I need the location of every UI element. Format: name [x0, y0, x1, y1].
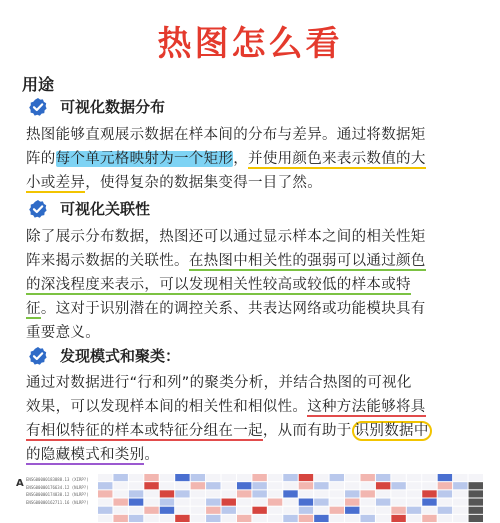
- heatmap-cell: [113, 490, 127, 497]
- heatmap-cell: [391, 499, 405, 506]
- heatmap-cell: [469, 482, 483, 489]
- heatmap-cell: [268, 507, 282, 514]
- heatmap-cell: [438, 474, 452, 481]
- heatmap-cell: [422, 474, 436, 481]
- section-body-distribution: [26, 123, 478, 195]
- underlined-phrase: 的深浅程度来表示，可以发现相关性较高或较低的样本或特: [26, 277, 411, 293]
- heatmap-cell: [268, 499, 282, 506]
- heatmap-cell: [144, 490, 158, 497]
- heatmap-cell: [252, 515, 266, 522]
- heatmap-cell: [345, 482, 359, 489]
- heatmap-cell: [330, 515, 344, 522]
- heatmap-cell: [144, 482, 158, 489]
- heatmap-cell: [345, 507, 359, 514]
- heatmap-cell: [160, 515, 174, 522]
- heatmap-row-labels: [26, 476, 89, 506]
- heatmap-cell: [360, 490, 374, 497]
- heatmap-cell: [283, 474, 297, 481]
- heatmap-cell: [160, 474, 174, 481]
- heatmap-cell: [360, 507, 374, 514]
- heatmap-cell: [191, 490, 205, 497]
- heatmap-cell: [252, 490, 266, 497]
- heatmap-cell: [314, 507, 328, 514]
- heatmap-cell: [237, 515, 251, 522]
- heatmap-cell: [299, 490, 313, 497]
- text-line: 通过对数据进行“行和列”的聚类分析，并结合热图的可视化: [26, 375, 412, 391]
- text-line: 征。这对于识别潜在的调控关系、共表达网络或功能模块具有: [26, 301, 426, 317]
- underlined-phrase: 在热图中相关性的强弱可以通过颜色: [188, 253, 426, 269]
- check-badge-icon: [28, 346, 48, 366]
- heatmap-cell: [113, 499, 127, 506]
- heatmap-cell: [438, 490, 452, 497]
- underlined-phrase: 征: [26, 301, 41, 317]
- heatmap-cell: [98, 499, 112, 506]
- heatmap-cell: [175, 515, 189, 522]
- highlighted-phrase: 每个单元格映射为一个矩形: [55, 151, 234, 167]
- text-line: 阵来揭示数据的关联性。在热图中相关性的强弱可以通过颜色: [26, 253, 426, 269]
- text-line: 除了展示分布数据，热图还可以通过显示样本之间的相关性矩: [26, 229, 426, 245]
- heatmap-cell: [283, 490, 297, 497]
- heatmap-cell: [98, 507, 112, 514]
- heatmap-cell: [175, 507, 189, 514]
- heatmap-cell: [360, 499, 374, 506]
- heatmap-cell: [314, 474, 328, 481]
- heatmap-cell: [113, 474, 127, 481]
- heatmap-cell: [206, 499, 220, 506]
- section-heading-text: 可视化数据分布: [60, 98, 166, 116]
- heatmap-cell: [129, 490, 143, 497]
- heatmap-cell: [191, 515, 205, 522]
- heatmap-cell: [191, 499, 205, 506]
- text-line: 效果，可以发现样本间的相关性和相似性。这种方法能够将具: [26, 399, 426, 415]
- heatmap-cell: [299, 499, 313, 506]
- check-badge-icon: [28, 97, 48, 117]
- heatmap-cell: [391, 474, 405, 481]
- heatmap-cell: [314, 482, 328, 489]
- heatmap-cell: [438, 482, 452, 489]
- heatmap-cell: [391, 507, 405, 514]
- heatmap-cell: [391, 515, 405, 522]
- heatmap-cell: [299, 482, 313, 489]
- heatmap-cell: [113, 507, 127, 514]
- heatmap-cell: [407, 515, 421, 522]
- heatmap-cell: [422, 499, 436, 506]
- heatmap-cell: [438, 499, 452, 506]
- heatmap-cell: [237, 474, 251, 481]
- heatmap-cell: [268, 515, 282, 522]
- section-heading-text: 发现模式和聚类：: [60, 347, 181, 365]
- check-badge-icon: [28, 199, 48, 219]
- heatmap-preview: [12, 470, 490, 523]
- heatmap-cell: [422, 507, 436, 514]
- underlined-phrase: 有相似特征的样本或特征分组在一起: [26, 423, 263, 439]
- text-line: 小或差异，使得复杂的数据集变得一目了然。: [26, 175, 323, 191]
- heatmap-cell: [330, 482, 344, 489]
- heatmap-cell: [376, 515, 390, 522]
- heatmap-cell: [407, 499, 421, 506]
- heatmap-cell: [160, 490, 174, 497]
- heatmap-cell: [129, 474, 143, 481]
- heatmap-cell: [113, 515, 127, 522]
- heatmap-cell: [453, 499, 467, 506]
- heatmap-cell: [191, 474, 205, 481]
- section-body-patterns: [26, 371, 478, 467]
- heatmap-cell: [160, 482, 174, 489]
- heatmap-cell: [453, 490, 467, 497]
- heatmap-cell: [376, 507, 390, 514]
- heatmap-cell: [376, 482, 390, 489]
- heatmap-cell: [129, 499, 143, 506]
- heatmap-cell: [222, 474, 236, 481]
- heatmap-cell: [206, 482, 220, 489]
- heatmap-cell: [283, 515, 297, 522]
- underlined-phrase: 小或差异: [26, 175, 86, 191]
- heatmap-panel-label: A: [16, 478, 24, 489]
- heatmap-cell: [345, 499, 359, 506]
- heatmap-cell: [191, 482, 205, 489]
- heatmap-cell: [222, 490, 236, 497]
- heatmap-cell: [237, 490, 251, 497]
- heatmap-cell: [237, 499, 251, 506]
- heatmap-grid: [98, 474, 484, 523]
- heatmap-cell: [407, 490, 421, 497]
- heatmap-cell: [113, 482, 127, 489]
- heatmap-cell: [206, 474, 220, 481]
- heatmap-cell: [469, 515, 483, 522]
- heatmap-cell: [453, 507, 467, 514]
- heatmap-cell: [144, 507, 158, 514]
- heatmap-cell: [469, 490, 483, 497]
- circled-phrase: 识别数据中: [352, 421, 432, 441]
- heatmap-cell: [345, 515, 359, 522]
- heatmap-row-label: ENSG00000176634.12 (NLRP?): [26, 484, 89, 490]
- heatmap-cell: [237, 507, 251, 514]
- heatmap-cell: [175, 490, 189, 497]
- usage-heading: 用途: [22, 75, 55, 94]
- text-line: 的隐藏模式和类别。: [26, 447, 160, 463]
- heatmap-cell: [98, 490, 112, 497]
- heatmap-cell: [407, 474, 421, 481]
- heatmap-cell: [144, 474, 158, 481]
- heatmap-cell: [360, 482, 374, 489]
- heatmap-cell: [191, 507, 205, 514]
- heatmap-cell: [376, 499, 390, 506]
- heatmap-cell: [252, 482, 266, 489]
- heatmap-cell: [252, 507, 266, 514]
- heatmap-cell: [222, 515, 236, 522]
- heatmap-cell: [453, 474, 467, 481]
- underlined-phrase: 的隐藏模式和类别: [26, 447, 145, 463]
- heatmap-cell: [160, 499, 174, 506]
- text-line: 有相似特征的样本或特征分组在一起，从而有助于 识别数据中: [26, 419, 478, 443]
- heatmap-cell: [438, 515, 452, 522]
- heatmap-cell: [345, 474, 359, 481]
- heatmap-cell: [252, 499, 266, 506]
- heatmap-cell: [144, 499, 158, 506]
- heatmap-cell: [453, 515, 467, 522]
- heatmap-cell: [330, 474, 344, 481]
- text-line: [26, 273, 478, 297]
- heatmap-row-label: ENSG00000174830.12 (NLRP?): [26, 492, 89, 497]
- heatmap-cell: [469, 499, 483, 506]
- heatmap-cell: [299, 515, 313, 522]
- heatmap-cell: [206, 507, 220, 514]
- heatmap-cell: [206, 515, 220, 522]
- heatmap-cell: [391, 490, 405, 497]
- heatmap-cell: [438, 507, 452, 514]
- heatmap-cell: [175, 499, 189, 506]
- heatmap-cell: [160, 507, 174, 514]
- heatmap-cell: [283, 482, 297, 489]
- heatmap-cell: [175, 474, 189, 481]
- heatmap-cell: [314, 490, 328, 497]
- page-title: 热图怎么看: [157, 24, 343, 64]
- section-heading-correlation: [28, 198, 150, 219]
- heatmap-cell: [376, 474, 390, 481]
- heatmap-cell: [283, 507, 297, 514]
- heatmap-cell: [360, 474, 374, 481]
- section-body-correlation: [26, 225, 478, 345]
- heatmap-cell: [299, 474, 313, 481]
- heatmap-cell: [314, 499, 328, 506]
- heatmap-row-label: ENSG00000183888.13 (XIRP?): [26, 477, 89, 482]
- heatmap-cell: [453, 482, 467, 489]
- heatmap-cell: [268, 482, 282, 489]
- heatmap-cell: [330, 490, 344, 497]
- heatmap-cell: [299, 507, 313, 514]
- heatmap-cell: [469, 474, 483, 481]
- section-heading-patterns: [28, 345, 180, 366]
- heatmap-cell: [129, 515, 143, 522]
- heatmap-cell: [222, 507, 236, 514]
- heatmap-cell: [391, 482, 405, 489]
- heatmap-cell: [422, 482, 436, 489]
- heatmap-cell: [206, 490, 220, 497]
- heatmap-cell: [422, 490, 436, 497]
- text-line: 阵的每个单元格映射为一个矩形，并使用颜色来表示数值的大: [26, 151, 426, 167]
- heatmap-cell: [129, 507, 143, 514]
- heatmap-cell: [129, 482, 143, 489]
- heatmap-cell: [268, 490, 282, 497]
- heatmap-cell: [314, 515, 328, 522]
- underlined-phrase: 并使用颜色来表示数值的大: [248, 151, 426, 167]
- heatmap-cell: [360, 515, 374, 522]
- underlined-phrase: 这种方法能够将具: [307, 399, 426, 415]
- text-line: 重要意义。: [26, 325, 100, 341]
- section-heading-distribution: [28, 96, 165, 117]
- section-heading-text: 可视化关联性: [60, 200, 151, 218]
- heatmap-cell: [252, 474, 266, 481]
- heatmap-cell: [376, 490, 390, 497]
- heatmap-cell: [407, 507, 421, 514]
- heatmap-cell: [330, 499, 344, 506]
- heatmap-cell: [222, 499, 236, 506]
- heatmap-row-label: ENSG00000162711.16 (NLRP?): [26, 499, 89, 505]
- heatmap-cell: [283, 499, 297, 506]
- heatmap-cell: [98, 515, 112, 522]
- heatmap-cell: [469, 507, 483, 514]
- heatmap-cell: [330, 507, 344, 514]
- heatmap-cell: [268, 474, 282, 481]
- heatmap-cell: [422, 515, 436, 522]
- text-line: 热图能够直观展示数据在样本间的分布与差异。通过将数据矩: [26, 127, 426, 143]
- heatmap-cell: [237, 482, 251, 489]
- heatmap-cell: [144, 515, 158, 522]
- heatmap-cell: [98, 482, 112, 489]
- heatmap-cell: [222, 482, 236, 489]
- heatmap-cell: [407, 482, 421, 489]
- heatmap-cell: [175, 482, 189, 489]
- heatmap-cell: [98, 474, 112, 481]
- heatmap-cell: [345, 490, 359, 497]
